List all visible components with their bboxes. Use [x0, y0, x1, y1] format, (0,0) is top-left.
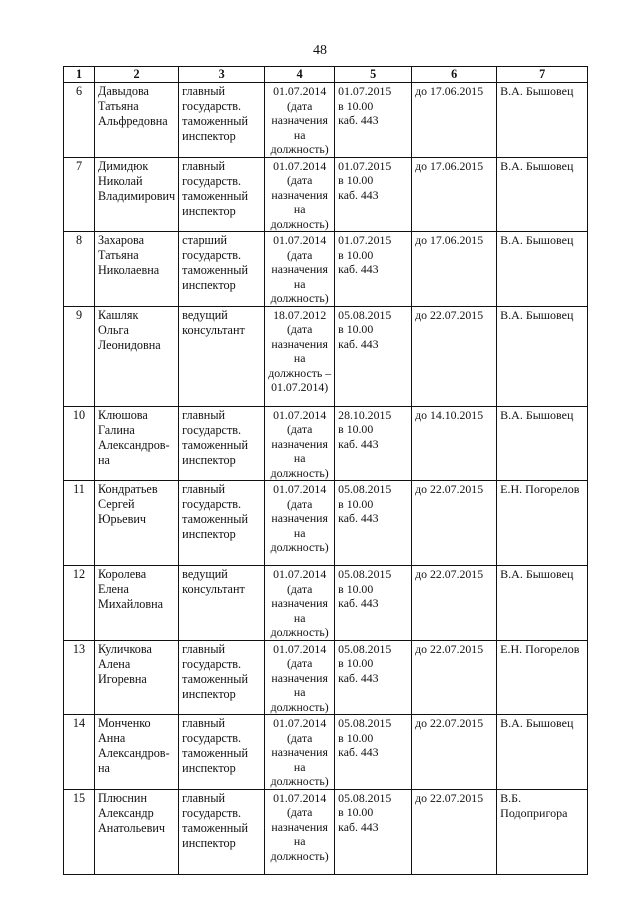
header-cell: 3	[179, 67, 265, 83]
appointment-date: 01.07.2014 (дата назначения на должность)	[265, 481, 335, 566]
responsible-person: В.А. Бышовец	[497, 406, 588, 481]
deadline: до 22.07.2015	[412, 715, 497, 790]
table-row	[64, 789, 588, 874]
responsible-person: Е.Н. Погорелов	[497, 481, 588, 566]
table-row	[64, 640, 588, 715]
table-row	[64, 83, 588, 158]
table-row	[64, 715, 588, 790]
responsible-person: В.А. Бышовец	[497, 232, 588, 307]
table-row	[64, 232, 588, 307]
schedule-table	[63, 66, 588, 875]
appointment-date: 01.07.2014 (дата назначения на должность)	[265, 83, 335, 158]
row-number: 15	[64, 789, 95, 874]
employee-position: старший государств. таможенный инспектор	[179, 232, 265, 307]
appointment-date: 01.07.2014 (дата назначения на должность)	[265, 640, 335, 715]
row-number: 9	[64, 306, 95, 406]
attestation-date: 01.07.2015 в 10.00 каб. 443	[335, 232, 412, 307]
table-row	[64, 157, 588, 232]
deadline: до 22.07.2015	[412, 789, 497, 874]
deadline: до 22.07.2015	[412, 566, 497, 641]
employee-name: Кондратьев Сергей Юрьевич	[95, 481, 179, 566]
attestation-date: 01.07.2015 в 10.00 каб. 443	[335, 157, 412, 232]
employee-name: Захарова Татьяна Николаевна	[95, 232, 179, 307]
row-number: 6	[64, 83, 95, 158]
row-number: 13	[64, 640, 95, 715]
attestation-date: 05.08.2015 в 10.00 каб. 443	[335, 566, 412, 641]
employee-position: ведущий консультант	[179, 566, 265, 641]
row-number: 14	[64, 715, 95, 790]
attestation-date: 05.08.2015 в 10.00 каб. 443	[335, 640, 412, 715]
row-number: 7	[64, 157, 95, 232]
deadline: до 22.07.2015	[412, 640, 497, 715]
attestation-date: 05.08.2015 в 10.00 каб. 443	[335, 306, 412, 406]
employee-position: главный государств. таможенный инспектор	[179, 83, 265, 158]
appointment-date: 01.07.2014 (дата назначения на должность)	[265, 232, 335, 307]
header-cell: 7	[497, 67, 588, 83]
table-row	[64, 406, 588, 481]
employee-name: Королева Елена Михайловна	[95, 566, 179, 641]
attestation-date: 01.07.2015 в 10.00 каб. 443	[335, 83, 412, 158]
header-cell: 1	[64, 67, 95, 83]
responsible-person: В.А. Бышовец	[497, 83, 588, 158]
responsible-person: В.А. Бышовец	[497, 715, 588, 790]
row-number: 10	[64, 406, 95, 481]
employee-name: Куличкова Алена Игоревна	[95, 640, 179, 715]
appointment-date: 01.07.2014 (дата назначения на должность)	[265, 566, 335, 641]
attestation-date: 05.08.2015 в 10.00 каб. 443	[335, 789, 412, 874]
header-cell: 5	[335, 67, 412, 83]
row-number: 11	[64, 481, 95, 566]
employee-name: Плюснин Александр Анатольевич	[95, 789, 179, 874]
employee-name: Клюшова Галина Александров- на	[95, 406, 179, 481]
employee-position: главный государств. таможенный инспектор	[179, 481, 265, 566]
employee-name: Давыдова Татьяна Альфредовна	[95, 83, 179, 158]
responsible-person: В.Б. Подопригора	[497, 789, 588, 874]
responsible-person: Е.Н. Погорелов	[497, 640, 588, 715]
employee-name: Монченко Анна Александров- на	[95, 715, 179, 790]
employee-position: главный государств. таможенный инспектор	[179, 157, 265, 232]
deadline: до 17.06.2015	[412, 157, 497, 232]
row-number: 8	[64, 232, 95, 307]
employee-name: Димидюк Николай Владимирович	[95, 157, 179, 232]
appointment-date: 01.07.2014 (дата назначения на должность)	[265, 406, 335, 481]
employee-position: ведущий консультант	[179, 306, 265, 406]
employee-position: главный государств. таможенный инспектор	[179, 715, 265, 790]
header-cell: 2	[95, 67, 179, 83]
table-row	[64, 306, 588, 406]
table-row	[64, 566, 588, 641]
deadline: до 22.07.2015	[412, 481, 497, 566]
table-row	[64, 481, 588, 566]
attestation-date: 05.08.2015 в 10.00 каб. 443	[335, 715, 412, 790]
deadline: до 17.06.2015	[412, 232, 497, 307]
deadline: до 17.06.2015	[412, 83, 497, 158]
row-number: 12	[64, 566, 95, 641]
appointment-date: 01.07.2014 (дата назначения на должность)	[265, 715, 335, 790]
responsible-person: В.А. Бышовец	[497, 157, 588, 232]
employee-name: Кашляк Ольга Леонидовна	[95, 306, 179, 406]
attestation-date: 28.10.2015 в 10.00 каб. 443	[335, 406, 412, 481]
header-cell: 4	[265, 67, 335, 83]
appointment-date: 01.07.2014 (дата назначения на должность)	[265, 157, 335, 232]
employee-position: главный государств. таможенный инспектор	[179, 789, 265, 874]
employee-position: главный государств. таможенный инспектор	[179, 406, 265, 481]
appointment-date: 01.07.2014 (дата назначения на должность)	[265, 789, 335, 874]
appointment-date: 18.07.2012 (дата назначения на должность – 01.07.2014)	[265, 306, 335, 406]
header-cell: 6	[412, 67, 497, 83]
page-number: 48	[313, 43, 327, 58]
deadline: до 14.10.2015	[412, 406, 497, 481]
responsible-person: В.А. Бышовец	[497, 306, 588, 406]
employee-position: главный государств. таможенный инспектор	[179, 640, 265, 715]
attestation-date: 05.08.2015 в 10.00 каб. 443	[335, 481, 412, 566]
header-row	[64, 67, 588, 83]
responsible-person: В.А. Бышовец	[497, 566, 588, 641]
deadline: до 22.07.2015	[412, 306, 497, 406]
